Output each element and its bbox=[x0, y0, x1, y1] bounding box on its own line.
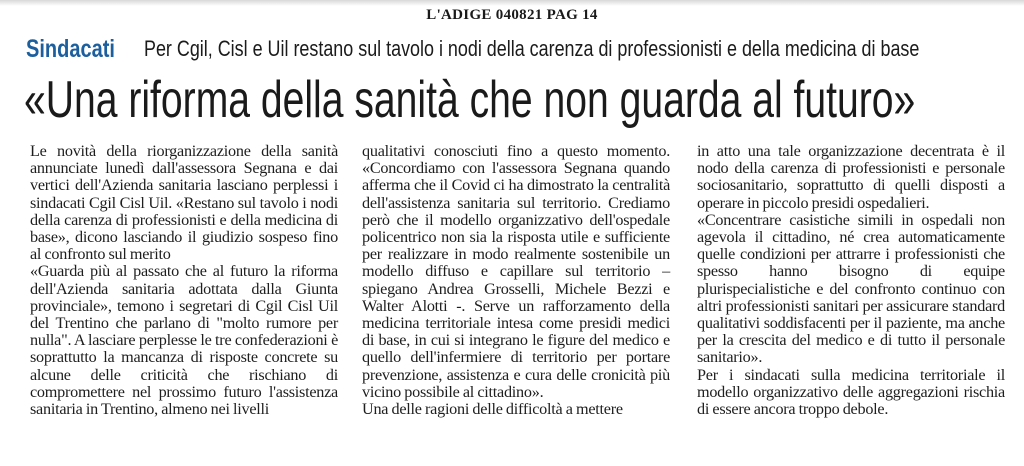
article-paragraph: «Guarda più al passato che al futuro la riforma dell'Azienda sanitaria adottata dalla Giunta provinciale», temono i segretari di Cgil Cisl Uil del Trentino che parlano di "molto rumore per nulla". A lasciare perplesse le tre confederazioni è soprattutto la mancanza di risposte concrete su alcune delle criticità che rischiano di compromettere nel prossimo futuro l'assistenza sanitaria in Trentino, almeno nei livelli bbox=[30, 262, 338, 419]
kicker-row bbox=[26, 33, 1011, 65]
article-column-2 bbox=[362, 143, 670, 418]
scan-top-edge bbox=[0, 0, 1024, 6]
article-headline: «Una riforma della sanità che non guarda al futuro» bbox=[24, 71, 916, 129]
article-kicker: Per Cgil, Cisl e Uil restano sul tavolo i nodi della carenza di professionisti e della medicina di base bbox=[144, 36, 920, 61]
article-column-1 bbox=[30, 143, 338, 418]
newspaper-source-header: L'ADIGE 040821 PAG 14 bbox=[426, 7, 598, 23]
section-label: Sindacati bbox=[26, 34, 115, 63]
article-paragraph: Per i sindacati sulla medicina territoriale il modello organizzativo delle aggregazioni rischia di essere ancora troppo debole. bbox=[697, 365, 1005, 419]
article-paragraph: Una delle ragioni delle difficoltà a mettere bbox=[362, 400, 623, 419]
article-paragraph: in atto una tale organizzazione decentrata è il nodo della carenza di professionisti e personale sociosanitario, soprattutto di quelli disposti a operare in piccolo presidi ospedalieri. bbox=[697, 142, 1005, 212]
article-paragraph: qualitativi conosciuti fino a questo momento. «Concordiamo con l'assessora Segnana quando afferma che il Covid ci ha dimostrato la centralità dell'assistenza sanitaria sul territorio. Crediamo però che il modello organizzativo dell'ospedale policentrico non sia la risposta utile e sufficiente per realizzare in modo realmente sostenibile un modello diffuso e capillare sul territorio – spiegano Andrea Grosselli, Michele Bezzi e Walter Alotti -. Serve un rafforzamento della medicina territoriale intesa come presidi medici di base, in cui si integrano le figure del medico e quello dell'infermiere di territorio per portare prevenzione, assistenza e cura delle cronicità più vicino possibile al cittadino». bbox=[362, 142, 670, 401]
article-column-3 bbox=[697, 143, 1005, 418]
article-paragraph: Le novità della riorganizzazione della sanità annunciate lunedì dall'assessora Segnana e dai vertici dell'Azienda sanitaria lasciano perplessi i sindacati Cgil Cisl Uil. «Restano sul tavolo i nodi della carenza di professionisti e della medicina di base», dicono lasciando il giudizio sospeso fino al confronto sul merito bbox=[30, 142, 338, 264]
article-paragraph: «Concentrare casistiche simili in ospedali non agevola il cittadino, né crea automaticamente quelle condizioni per attrarre i professionisti che spesso hanno bisogno di equipe plurispecialistiche e del confronto continuo con altri professionisti sanitari per assicurare standard qualitativi soddisfacenti per il paziente, ma anche per la crescita del medico e di tutto il personale sanitario». bbox=[697, 210, 1005, 367]
article-body bbox=[30, 143, 1005, 448]
